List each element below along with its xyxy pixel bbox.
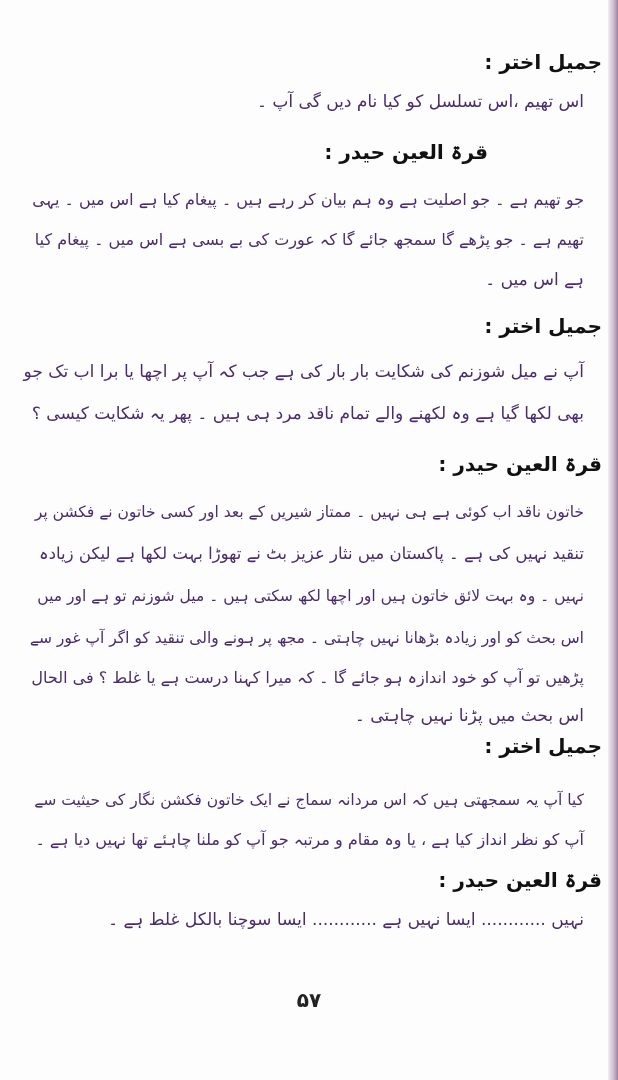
book-spine-edge: [608, 0, 618, 1080]
speaker-name: جمیل اختر :: [484, 50, 602, 74]
speaker-name: جمیل اختر :: [484, 314, 602, 338]
dialogue-line: آپ نے میل شوزنم کی شکایت بار بار کی ہے جب کہ آپ پر اچھا یا برا اب تک جو: [23, 362, 584, 382]
dialogue-line: اس تھیم ،اس تسلسل کو کیا نام دیں گی آپ ۔: [257, 92, 584, 112]
dialogue-line: اس بحث کو اور زیادہ بڑھانا نہیں چاہتی ۔ مجھ پر ہونے والی تنقید کو اگر آپ غور سے: [29, 629, 584, 647]
dialogue-line: نہیں ............ ایسا نہیں ہے ............ ایسا سوچنا بالکل غلط ہے ۔: [108, 910, 584, 930]
dialogue-line: جو تھیم ہے ۔ جو اصلیت ہے وہ ہم بیان کر رہے ہیں ۔ پیغام کیا ہے اس میں ۔ یہی: [32, 190, 584, 209]
dialogue-line: کیا آپ یہ سمجھتی ہیں کہ اس مردانہ سماج نے ایک خاتون فکشن نگار کی حیثیت سے: [34, 791, 584, 809]
speaker-name: قرۃ العین حیدر :: [438, 868, 602, 892]
dialogue-line: ہے اس میں ۔: [485, 270, 584, 290]
speaker-name: قرۃ العین حیدر :: [324, 140, 488, 164]
dialogue-line: تنقید نہیں کی ہے ۔ پاکستان میں نثار عزیز بٹ نے تھوڑا بہت لکھا ہے لیکن زیادہ: [39, 544, 584, 563]
speaker-name: جمیل اختر :: [484, 734, 602, 758]
dialogue-line: تھیم ہے ۔ جو پڑھے گا سمجھ جائے گا کہ عورت کی بے بسی ہے اس میں ۔ پیغام کیا: [34, 230, 584, 249]
speaker-name: قرۃ العین حیدر :: [438, 452, 602, 476]
dialogue-line: آپ کو نظر انداز کیا ہے ، یا وہ مقام و مرتبہ جو آپ کو ملنا چاہئے تھا نہیں دیا ہے ۔: [35, 830, 584, 849]
page-number: ۵۷: [296, 988, 322, 1012]
dialogue-line: بھی لکھا گیا ہے وہ لکھنے والے تمام ناقد مرد ہی ہیں ۔ پھر یہ شکایت کیسی ؟: [31, 404, 584, 424]
dialogue-line: خاتون ناقد اب کوئی ہے ہی نہیں ۔ ممتاز شیریں کے بعد اور کسی خاتون نے فکشن پر: [34, 503, 584, 521]
dialogue-line: نہیں ۔ وہ بہت لائق خاتون ہیں اور اچھا لکھ سکتی ہیں ۔ میل شوزنم تو ہے اور میں: [37, 587, 584, 605]
dialogue-line: اس بحث میں پڑنا نہیں چاہتی ۔: [354, 706, 584, 726]
dialogue-line: پڑھیں تو آپ کو خود اندازہ ہو جائے گا ۔ کہ میرا کہنا درست ہے یا غلط ؟ فی الحال: [31, 668, 584, 687]
